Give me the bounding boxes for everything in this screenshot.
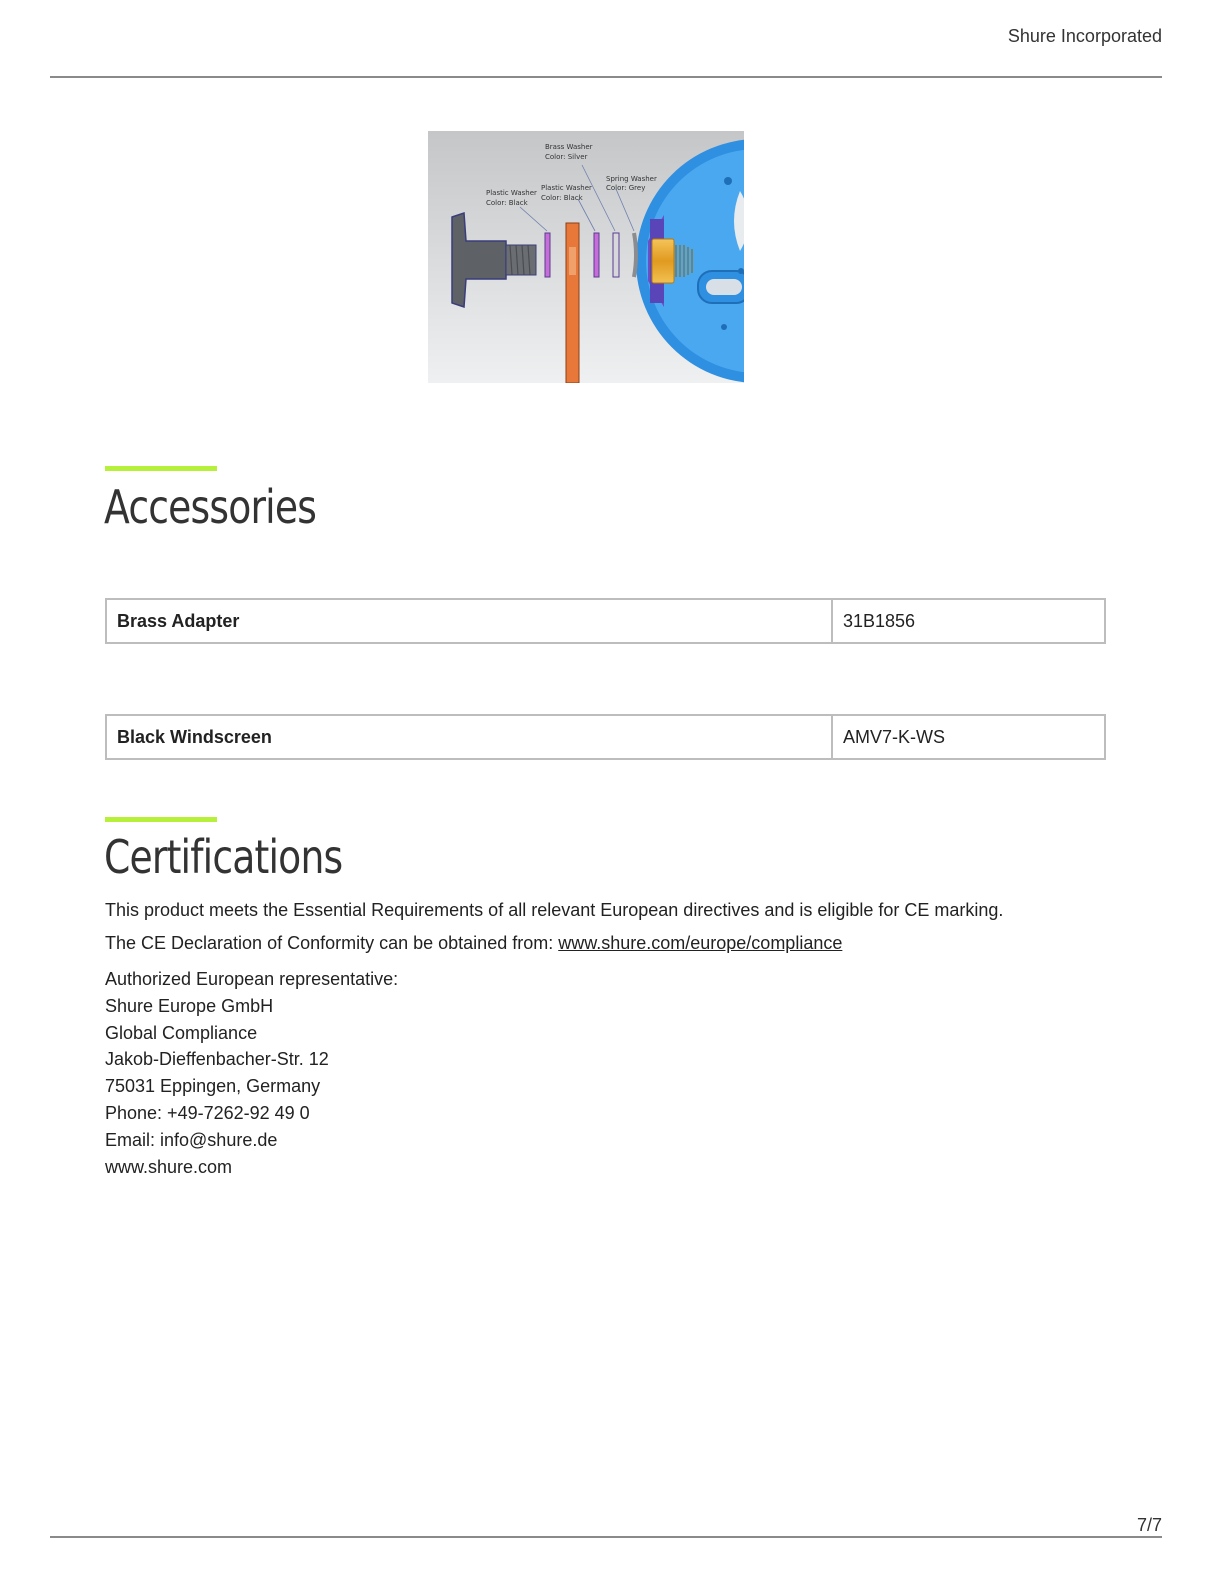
callout-brass-washer-name: Brass Washer bbox=[545, 143, 593, 151]
representative-company: Shure Europe GmbH bbox=[105, 995, 274, 1016]
accessory-row bbox=[105, 598, 1106, 644]
header-divider bbox=[50, 76, 1162, 78]
callout-spring-washer-color: Color: Grey bbox=[606, 184, 646, 192]
accessory-name: Black Windscreen bbox=[107, 716, 833, 758]
certifications-accent-bar bbox=[105, 817, 217, 822]
ce-declaration-prefix: The CE Declaration of Conformity can be obtained from: bbox=[105, 933, 559, 953]
representative-street: Jakob-Dieffenbacher-Str. 12 bbox=[105, 1049, 329, 1070]
accessory-name: Brass Adapter bbox=[107, 600, 833, 642]
certifications-heading: Certifications bbox=[104, 830, 343, 884]
callout-plastic-washer-left-color: Color: Black bbox=[486, 199, 528, 207]
accessories-accent-bar bbox=[105, 466, 217, 471]
callout-plastic-washer-mid-name: Plastic Washer bbox=[541, 184, 592, 192]
representative-city: 75031 Eppingen, Germany bbox=[105, 1076, 321, 1097]
callout-plastic-washer-mid-color: Color: Black bbox=[541, 194, 583, 202]
accessory-row bbox=[105, 714, 1106, 760]
brass-washer bbox=[613, 233, 619, 277]
compliance-link[interactable]: www.shure.com/europe/compliance bbox=[558, 933, 843, 953]
bracket bbox=[566, 223, 579, 383]
representative-phone: Phone: +49-7262-92 49 0 bbox=[105, 1102, 310, 1123]
callout-spring-washer-name: Spring Washer bbox=[606, 175, 657, 183]
callout-plastic-washer-left-name: Plastic Washer bbox=[486, 189, 537, 197]
washer-assembly-diagram bbox=[428, 131, 744, 383]
representative-website: www.shure.com bbox=[105, 1156, 233, 1177]
plastic-washer-left bbox=[545, 233, 550, 277]
european-representative bbox=[105, 966, 398, 1180]
header-company-name: Shure Incorporated bbox=[1007, 26, 1162, 46]
accessory-part-number: 31B1856 bbox=[843, 610, 916, 631]
representative-email: Email: info@shure.de bbox=[105, 1129, 278, 1150]
ce-statement: This product meets the Essential Requirements of all relevant European directives and is eligible for CE marking. bbox=[105, 900, 1004, 920]
plastic-washer-mid bbox=[594, 233, 599, 277]
representative-department: Global Compliance bbox=[105, 1022, 258, 1043]
representative-heading: Authorized European representative: bbox=[105, 969, 399, 989]
accessory-part-number: AMV7-K-WS bbox=[843, 726, 946, 747]
callout-brass-washer-color: Color: Silver bbox=[545, 153, 588, 161]
footer-divider bbox=[50, 1536, 1162, 1538]
page-number: 7/7 bbox=[1136, 1515, 1162, 1535]
spring-washer bbox=[634, 233, 636, 277]
ce-declaration bbox=[105, 933, 842, 954]
accessories-heading: Accessories bbox=[104, 480, 317, 534]
